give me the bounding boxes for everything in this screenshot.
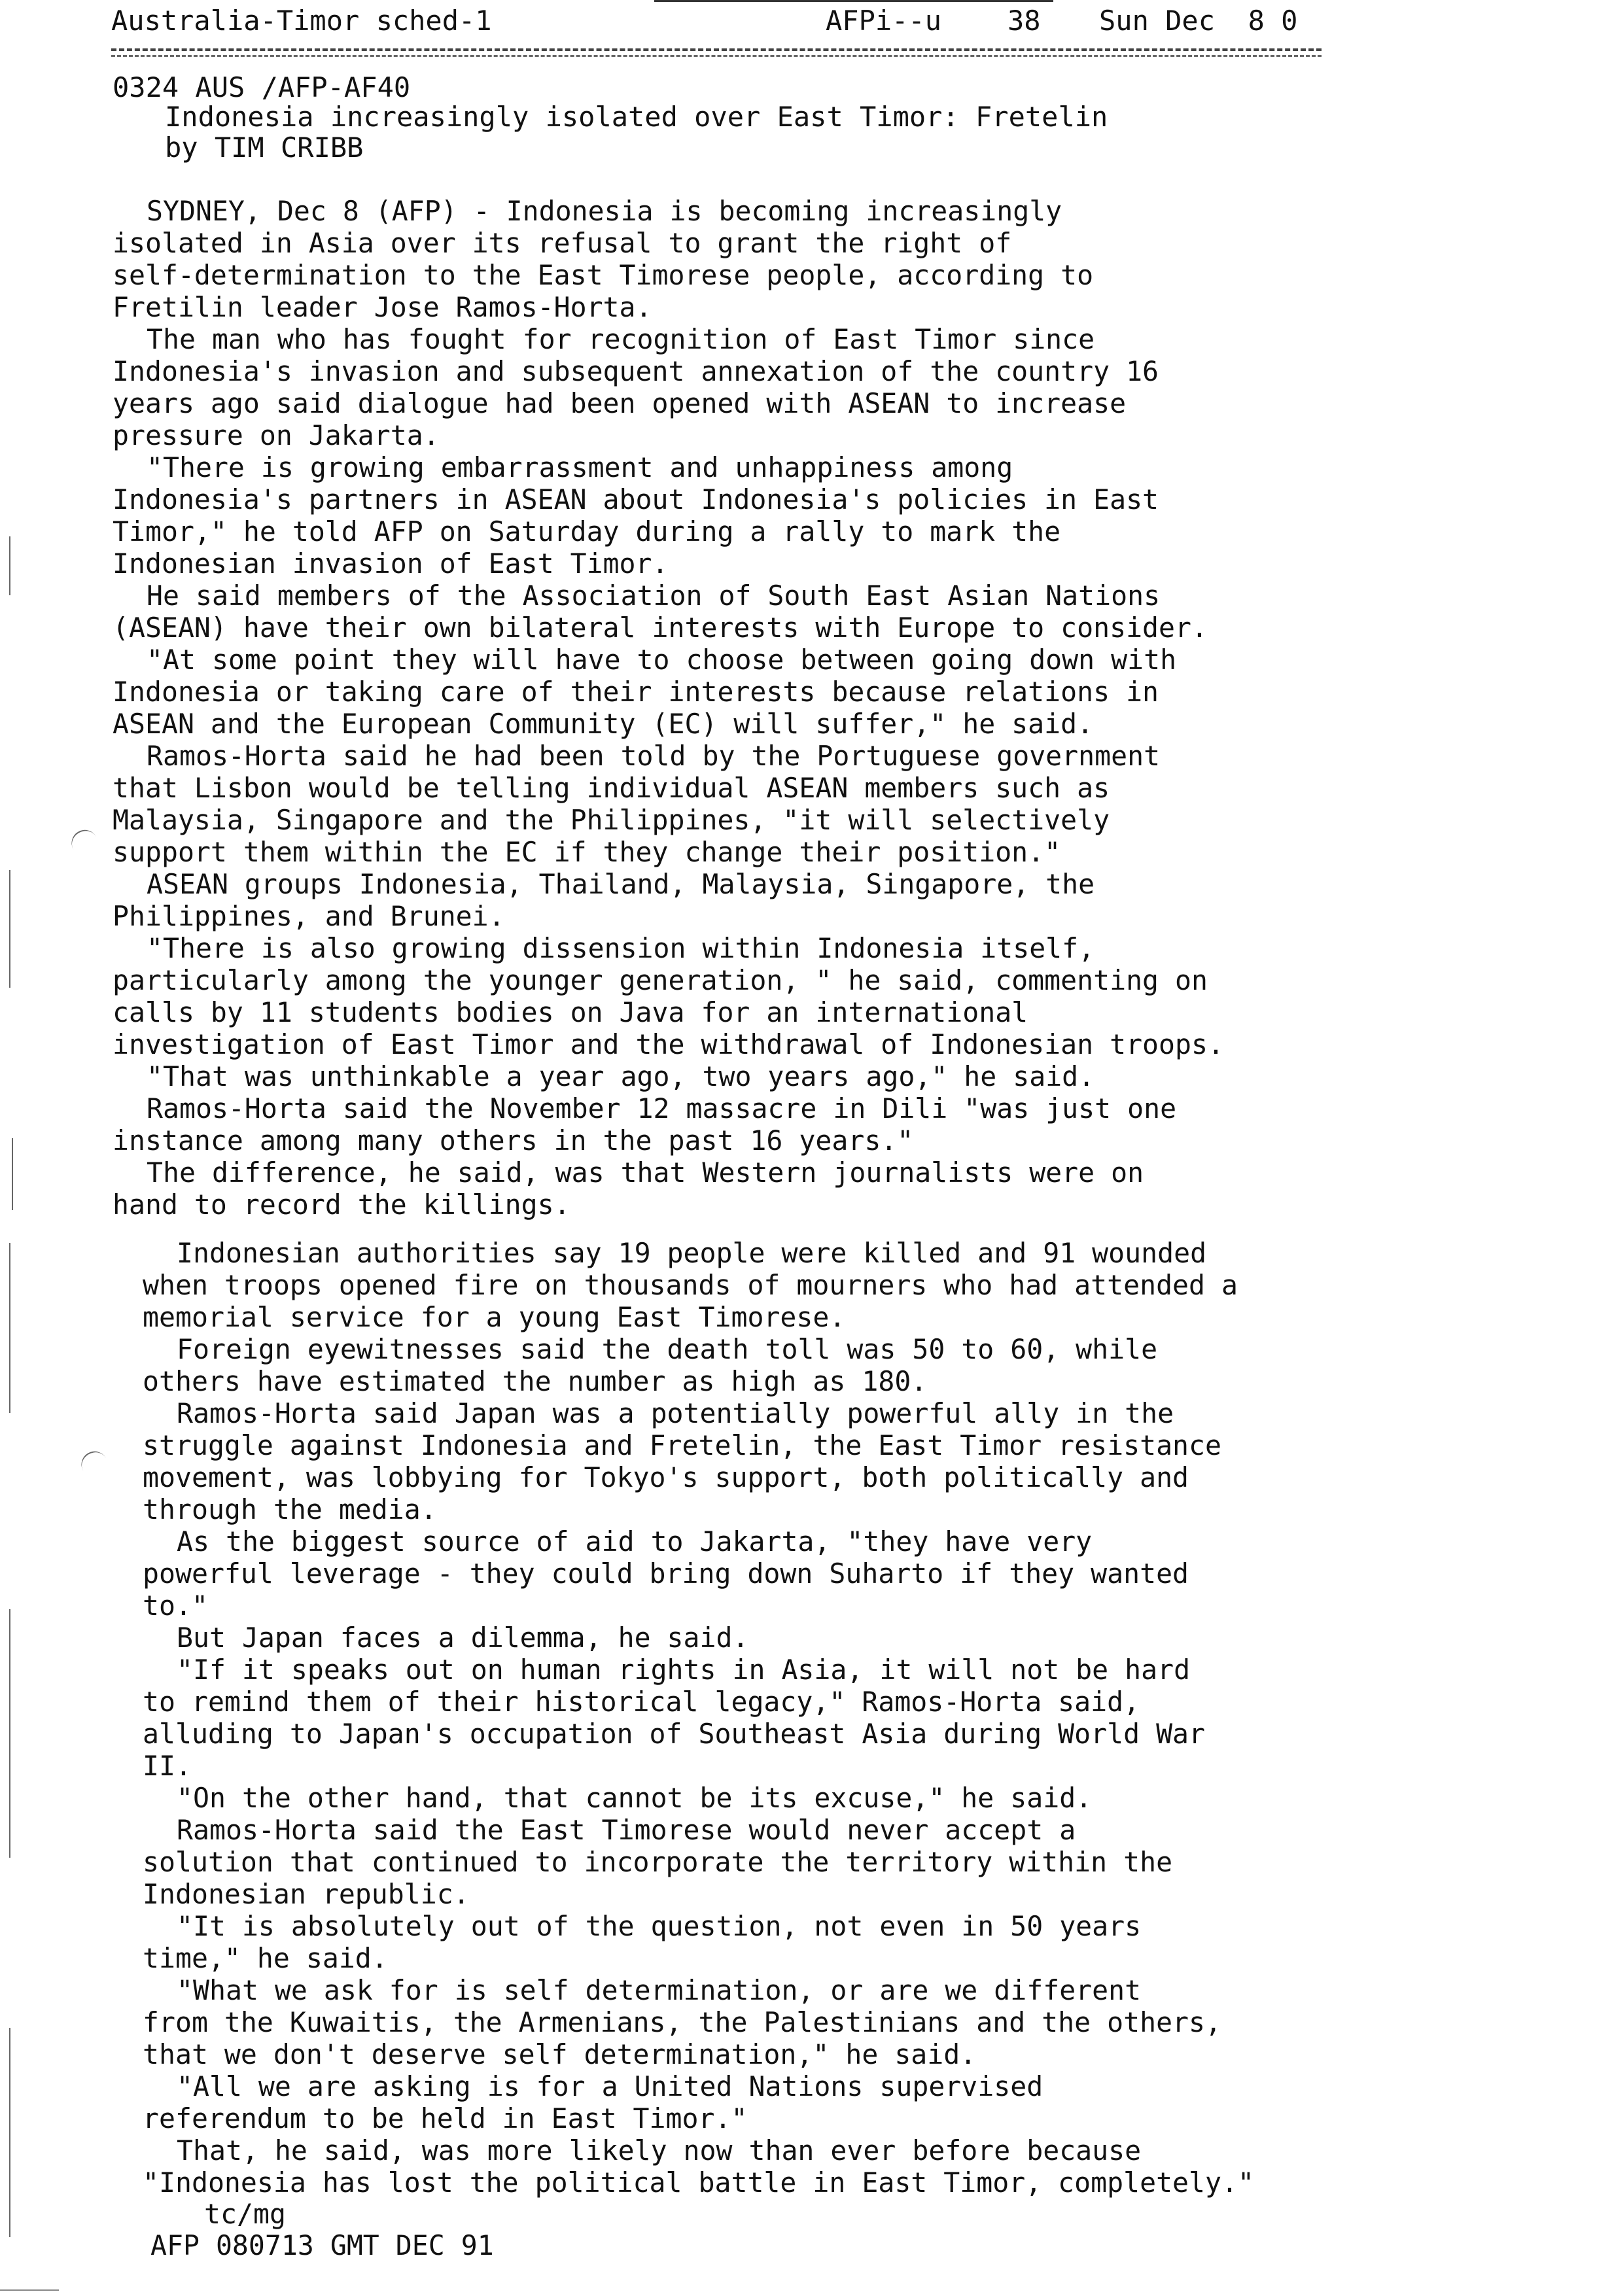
article-body-part-2 xyxy=(143,1237,1386,2199)
body-line: isolated in Asia over its refusal to grant the right of xyxy=(113,227,1012,259)
article-body-part-1 xyxy=(113,195,1375,1221)
body-line: alluding to Japan's occupation of Southeast Asia during World War xyxy=(143,1718,1206,1750)
body-line: Timor," he told AFP on Saturday during a rally to mark the xyxy=(113,515,1061,548)
header-date: Sun Dec 8 0 xyxy=(1099,5,1298,37)
body-line: pressure on Jakarta. xyxy=(113,419,440,451)
body-line: He said members of the Association of South East Asian Nations xyxy=(147,580,1161,612)
body-line: ASEAN groups Indonesia, Thailand, Malaysia, Singapore, the xyxy=(147,868,1095,900)
body-line: "If it speaks out on human rights in Asia, it will not be hard xyxy=(177,1654,1191,1686)
body-line: (ASEAN) have their own bilateral interests with Europe to consider. xyxy=(113,612,1208,644)
body-line: "Indonesia has lost the political battle in East Timor, completely." xyxy=(143,2166,1254,2199)
header-dashed-rule-secondary xyxy=(111,55,1322,57)
body-line: memorial service for a young East Timorese. xyxy=(143,1301,846,1333)
body-line: Ramos-Horta said the East Timorese would never accept a xyxy=(177,1814,1076,1846)
body-line: that we don't deserve self determination," he said. xyxy=(143,2038,977,2070)
body-line: Indonesia's partners in ASEAN about Indonesia's policies in East xyxy=(113,483,1159,515)
body-line: "It is absolutely out of the question, not even in 50 years xyxy=(177,1910,1142,1942)
body-line: Indonesia or taking care of their interests because relations in xyxy=(113,676,1159,708)
body-line: from the Kuwaitis, the Armenians, the Palestinians and the others, xyxy=(143,2006,1222,2038)
header-dashed-rule xyxy=(111,48,1322,51)
body-line: ASEAN and the European Community (EC) will suffer," he said. xyxy=(113,708,1094,740)
margin-mark xyxy=(9,1243,10,1413)
body-line: calls by 11 students bodies on Java for an international xyxy=(113,996,1028,1028)
body-line: instance among many others in the past 16 years." xyxy=(113,1124,914,1157)
story-byline: by TIM CRIBB xyxy=(165,131,364,164)
body-line: Indonesian republic. xyxy=(143,1878,470,1910)
body-line: Indonesia's invasion and subsequent annexation of the country 16 xyxy=(113,355,1159,387)
header-slug: Australia-Timor sched-1 xyxy=(111,5,492,37)
body-line: The man who has fought for recognition of East Timor since xyxy=(147,323,1095,355)
body-line: Foreign eyewitnesses said the death toll was 50 to 60, while xyxy=(177,1333,1158,1365)
story-code: 0324 AUS /AFP-AF40 xyxy=(113,71,411,103)
margin-mark xyxy=(9,870,10,988)
body-line: Indonesian authorities say 19 people were killed and 91 wounded xyxy=(177,1237,1207,1269)
body-line: The difference, he said, was that Western journalists were on xyxy=(147,1157,1144,1189)
body-line: Philippines, and Brunei. xyxy=(113,900,505,932)
body-line: struggle against Indonesia and Fretelin, the East Timor resistance xyxy=(143,1429,1222,1461)
margin-mark xyxy=(9,2028,10,2237)
body-line: that Lisbon would be telling individual ASEAN members such as xyxy=(113,772,1110,804)
body-line: others have estimated the number as high as 180. xyxy=(143,1365,928,1397)
margin-mark xyxy=(12,1138,13,1210)
body-line: "What we ask for is self determination, or are we different xyxy=(177,1974,1142,2006)
body-line: SYDNEY, Dec 8 (AFP) - Indonesia is becoming increasingly xyxy=(147,195,1062,227)
body-line: referendum to be held in East Timor." xyxy=(143,2102,748,2134)
body-line: "All we are asking is for a United Nations supervised xyxy=(177,2070,1043,2102)
margin-mark xyxy=(9,536,10,595)
body-line: solution that continued to incorporate the territory within the xyxy=(143,1846,1173,1878)
body-line: particularly among the younger generation, " he said, commenting on xyxy=(113,964,1208,996)
header-wire: AFPi--u xyxy=(826,5,942,37)
body-line: Malaysia, Singapore and the Philippines, "it will selectively xyxy=(113,804,1110,836)
body-line: when troops opened fire on thousands of mourners who had attended a xyxy=(143,1269,1238,1301)
body-line: years ago said dialogue had been opened with ASEAN to increase xyxy=(113,387,1127,419)
body-line: hand to record the killings. xyxy=(113,1189,570,1221)
margin-scribble xyxy=(77,1446,107,1472)
body-line: to remind them of their historical legacy," Ramos-Horta said, xyxy=(143,1686,1140,1718)
body-line: "On the other hand, that cannot be its excuse," he said. xyxy=(177,1782,1093,1814)
body-line: As the biggest source of aid to Jakarta, "they have very xyxy=(177,1525,1093,1557)
body-line: powerful leverage - they could bring down Suharto if they wanted xyxy=(143,1557,1189,1590)
body-line: "That was unthinkable a year ago, two years ago," he said. xyxy=(147,1060,1095,1092)
body-line: II. xyxy=(143,1750,192,1782)
body-line: That, he said, was more likely now than ever before because xyxy=(177,2134,1142,2166)
body-line: "There is growing embarrassment and unhappiness among xyxy=(147,451,1013,483)
footer-rule xyxy=(0,2289,59,2291)
body-line: investigation of East Timor and the withdrawal of Indonesian troops. xyxy=(113,1028,1224,1060)
body-line: Ramos-Horta said Japan was a potentially powerful ally in the xyxy=(177,1397,1174,1429)
body-line: time," he said. xyxy=(143,1942,388,1974)
body-line: "There is also growing dissension within Indonesia itself, xyxy=(147,932,1095,964)
signoff-dateline: AFP 080713 GMT DEC 91 xyxy=(150,2229,494,2261)
body-line: movement, was lobbying for Tokyo's support, both politically and xyxy=(143,1461,1189,1493)
header-page-number: 38 xyxy=(1008,5,1041,37)
body-line: Ramos-Horta said the November 12 massacre in Dili "was just one xyxy=(147,1092,1177,1124)
body-line: to." xyxy=(143,1590,208,1622)
margin-mark xyxy=(9,1609,10,1858)
body-line: "At some point they will have to choose between going down with xyxy=(147,644,1177,676)
body-line: support them within the EC if they change their position." xyxy=(113,836,1061,868)
body-line: Indonesian invasion of East Timor. xyxy=(113,548,669,580)
body-line: self-determination to the East Timorese people, according to xyxy=(113,259,1094,291)
story-headline: Indonesia increasingly isolated over East Timor: Fretelin xyxy=(165,101,1108,133)
body-line: But Japan faces a dilemma, he said. xyxy=(177,1622,749,1654)
body-line: through the media. xyxy=(143,1493,437,1525)
body-line: Fretilin leader Jose Ramos-Horta. xyxy=(113,291,652,323)
body-line: Ramos-Horta said he had been told by the Portuguese government xyxy=(147,740,1161,772)
signoff-initials: tc/mg xyxy=(204,2198,286,2230)
margin-scribble xyxy=(67,825,97,850)
